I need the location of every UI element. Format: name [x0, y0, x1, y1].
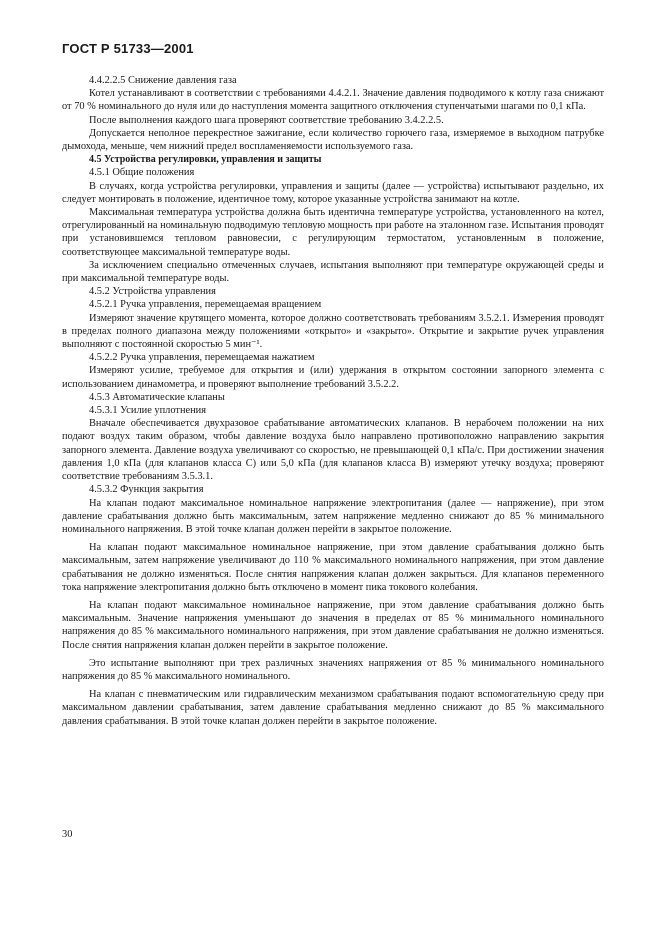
- paragraph: На клапан с пневматическим или гидравлическим механизмом срабатывания подают вспомогательную среду при максимальном давлении срабатывания, затем давление срабатывания медленно снижают до 85 % максимального давления срабатывания. В этой точке клапан должен перейти в закрытое положение.: [62, 689, 604, 727]
- page-header: ГОСТ Р 51733—2001: [62, 41, 194, 56]
- section-heading: 4.5.2.1 Ручка управления, перемещаемая вращением: [89, 299, 322, 311]
- paragraph: Допускается неполное перекрестное зажигание, если количество горючего газа, измеряемое в выходном патрубке дымохода, меньше, чем нижний предел воспламеняемости используемого газа.: [62, 127, 604, 153]
- paragraph: Это испытание выполняют при трех различных значениях напряжения от 85 % минимального номинального напряжения до 85 % максимального номинального.: [62, 657, 604, 682]
- section-heading: 4.5 Устройства регулировки, управления и защиты: [89, 154, 322, 166]
- section-heading: 4.5.3.2 Функция закрытия: [89, 484, 204, 496]
- paragraph: На клапан подают максимальное номинальное напряжение, при этом давление срабатывания должно быть максимальным, затем напряжение увеличивают до 110 % максимального номинального напряжения, при этом давление срабатывания не должно изменяться. После снятия напряжения клапан должен закрыться. Для клапанов переменного тока напряжение электропитания должно быть отключено в момент пика токового колебания.: [62, 542, 604, 593]
- paragraph: На клапан подают максимальное номинальное напряжение электропитания (далее — напряжение), при этом давление срабатывания должно быть максимальным, затем напряжение медленно снижают до 85 % минимального номинального напряжения. В этой точке клапан должен перейти в закрытое положение.: [62, 497, 604, 535]
- paragraph: Измеряют усилие, требуемое для открытия и (или) удержания в открытом состоянии запорного элемента с использованием динамометра, и проверяют выполнение требований 3.5.2.2.: [62, 365, 604, 390]
- paragraph: За исключением специально отмеченных случаев, испытания выполняют при температуре окружающей среды и при максимальной температуре воды.: [62, 259, 604, 285]
- section-heading: 4.4.2.2.5 Снижение давления газа: [89, 75, 237, 86]
- section-heading: 4.5.3.1 Усилие уплотнения: [89, 405, 207, 417]
- section-heading: 4.5.3 Автоматические клапаны: [89, 391, 225, 403]
- page-number: 30: [62, 829, 73, 840]
- paragraph: На клапан подают максимальное номинальное напряжение, при этом давление срабатывания должно быть максимальным. Значение напряжения уменьшают до значения в пределах от 85 % минимального номинального напряжения до 85 % максимального номинального напряжения, при этом давление срабатывания не должно изменяться. После снятия напряжения клапан должен перейти в закрытое положение.: [62, 599, 604, 651]
- paragraph: После выполнения каждого шага проверяют соответствие требованию 3.4.2.2.5.: [89, 114, 444, 126]
- paragraph: В случаях, когда устройства регулировки, управления и защиты (далее — устройства) испытывают раздельно, их следует монтировать в положение, идентичное тому, которое указанные устройства занимают на котле.: [62, 180, 604, 205]
- document-body: [62, 74, 604, 728]
- paragraph: Максимальная температура устройства должна быть идентична температуре устройства, установленного на котел, отрегулированный на номинальную подводимую тепловую мощность при работе на эталонном газе. Испытания проводят при установившемся тепловом равновесии, с регулирующим термостатом, установленным в положение, соответствующее максимальной температуре воды.: [62, 207, 604, 258]
- section-heading: 4.5.2 Устройства управления: [89, 286, 216, 298]
- section-heading: 4.5.1 Общие положения: [89, 167, 195, 179]
- paragraph: Измеряют значение крутящего момента, которое должно соответствовать требованиям 3.5.2.1. Измерения проводят в пределах полного диапазона между положениями «открыто» и «закрыто». Открытие и закрытие ручек управления выполняют с постоянной скоростью 5 мин⁻¹.: [62, 312, 604, 351]
- paragraph: Вначале обеспечивается двухразовое срабатывание автоматических клапанов. В нерабочем положении на них подают воздух таким образом, чтобы давление воздуха было направлено противоположно направлению закрытия запорного элемента. Давление воздуха увеличивают со скоростью, не превышающей 0,1 кПа/с. При достижении значения давления 1,0 кПа (для клапанов класса С) или 5,0 кПа (для клапанов класса В) измеряют утечку воздуха; проверяют соответствие требованиям 3.5.3.1.: [62, 418, 604, 483]
- section-heading: 4.5.2.2 Ручка управления, перемещаемая нажатием: [89, 352, 315, 364]
- paragraph: Котел устанавливают в соответствии с требованиями 4.4.2.1. Значение давления подводимого к котлу газа снижают от 70 % номинального до нуля или до наступления момента защитного отключения ступенчатыми шагами по 0,1 кПа.: [62, 88, 604, 113]
